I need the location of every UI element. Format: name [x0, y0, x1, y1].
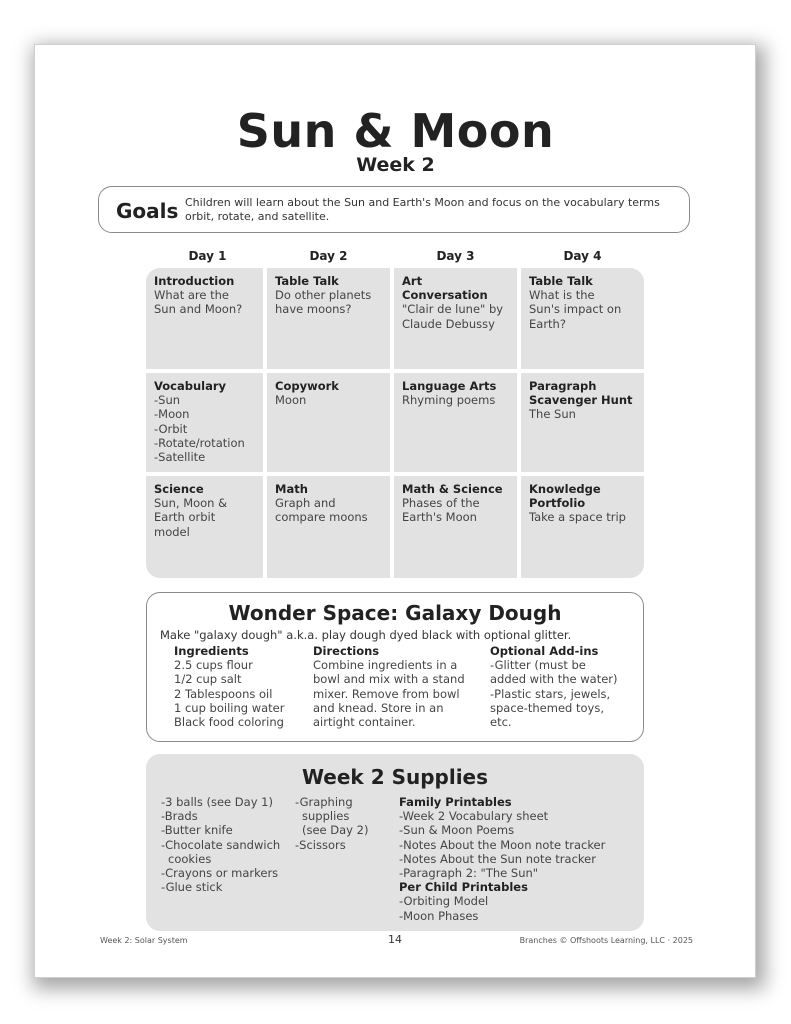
day-header-4: Day 4: [563, 249, 602, 263]
page-subtitle: Week 2: [356, 154, 435, 176]
family-printables-heading: Family Printables: [399, 795, 512, 809]
cell-line: Sun and Moon?: [154, 302, 243, 317]
cell-line: "Clair de lune" by: [402, 302, 504, 317]
directions-column: [313, 644, 465, 729]
cell-line: -Rotate/rotation: [154, 435, 245, 450]
cell-line: -Orbit: [154, 421, 188, 436]
supply-item: supplies: [302, 809, 350, 824]
schedule-cell: [394, 268, 517, 369]
directions-line: Combine ingredients in a: [313, 658, 458, 673]
schedule-cell: [146, 373, 263, 472]
directions-heading: Directions: [313, 644, 380, 658]
cell-line: Moon: [275, 393, 307, 408]
printable-item: -Orbiting Model: [399, 894, 489, 909]
cell-line: Earth?: [529, 316, 566, 331]
cell-title: Science: [154, 482, 204, 496]
day-header-3: Day 3: [436, 249, 475, 263]
schedule-grid: [146, 268, 644, 578]
addins-line: -Plastic stars, jewels,: [490, 686, 611, 701]
cell-title: Knowledge: [529, 482, 601, 496]
cell-title: Art Conversation: [402, 274, 488, 303]
printable-item: -Week 2 Vocabulary sheet: [399, 809, 549, 824]
goals-text: Children will learn about the Sun and Earth's Moon and focus on the vocabulary terms orbit, rotate, and satellite.: [185, 196, 660, 223]
page-number: 14: [388, 933, 402, 946]
cell-title: Math: [275, 482, 308, 496]
cell-line: Graph and: [275, 496, 336, 511]
cell-line: Claude Debussy: [402, 316, 495, 331]
directions-line: airtight container.: [313, 715, 416, 730]
cell-title: Table Talk: [529, 274, 593, 288]
supply-item: -Butter knife: [161, 823, 233, 838]
cell-title: Math & Science: [402, 482, 503, 496]
cell-line: The Sun: [529, 407, 576, 422]
schedule-cell: [521, 268, 644, 369]
cell-line: -Sun: [154, 393, 181, 408]
ingredient-item: 1/2 cup salt: [174, 672, 242, 687]
day-header-2: Day 2: [309, 249, 348, 263]
supplies-column-2: [295, 795, 368, 852]
ingredient-item: 2 Tablespoons oil: [174, 686, 273, 701]
cell-title: Vocabulary: [154, 379, 227, 393]
addins-line: -Glitter (must be: [490, 658, 586, 673]
supply-item: -Glue stick: [161, 880, 223, 895]
cell-title: Table Talk: [275, 274, 339, 288]
supply-item: cookies: [168, 851, 212, 866]
supply-item: -3 balls (see Day 1): [161, 795, 273, 809]
cell-line: model: [154, 524, 190, 539]
cell-line: Take a space trip: [529, 510, 626, 525]
schedule-cell: [521, 373, 644, 472]
directions-line: mixer. Remove from bowl: [313, 686, 460, 701]
cell-title: Scavenger Hunt: [529, 393, 633, 408]
cell-title: Portfolio: [529, 496, 586, 511]
cell-title: Language Arts: [402, 379, 497, 393]
cell-line: Rhyming poems: [402, 393, 496, 408]
supply-item: -Scissors: [295, 837, 346, 852]
schedule-cell: [146, 268, 263, 369]
supplies-title: Week 2 Supplies: [301, 765, 489, 789]
cell-line: What are the: [154, 288, 229, 303]
cell-line: Sun, Moon &: [154, 496, 228, 511]
ingredient-item: 1 cup boiling water: [174, 700, 285, 715]
per-child-printables-heading: Per Child Printables: [399, 880, 528, 895]
schedule-cell: [394, 373, 517, 472]
cell-title: Introduction: [154, 274, 235, 288]
footer-section-label: Week 2: Solar System: [100, 936, 188, 945]
ingredient-item: 2.5 cups flour: [174, 658, 253, 673]
cell-line: Earth orbit: [154, 510, 216, 525]
schedule-cell: [267, 268, 390, 369]
addins-column: [490, 644, 618, 729]
directions-line: and knead. Store in an: [313, 700, 444, 715]
cell-title: Paragraph: [529, 379, 597, 393]
cell-line: Phases of the: [402, 496, 480, 511]
supply-item: -Graphing: [295, 795, 353, 809]
cell-line: -Moon: [154, 407, 190, 422]
cell-title: Copywork: [275, 379, 339, 393]
footer-copyright: Branches © Offshoots Learning, LLC · 2025: [519, 936, 693, 945]
ingredients-column: [174, 644, 284, 729]
addins-heading: Optional Add-ins: [490, 644, 599, 658]
supply-item: -Crayons or markers: [161, 866, 279, 881]
addins-line: etc.: [490, 715, 512, 730]
supplies-column-1: [161, 795, 280, 894]
supplies-column-printables: [399, 795, 605, 923]
cell-line: Earth's Moon: [402, 510, 477, 525]
printable-item: -Notes About the Sun note tracker: [399, 851, 596, 866]
goals-label: Goals: [116, 199, 179, 223]
schedule-cell: [146, 476, 263, 578]
wonder-space-title: Wonder Space: Galaxy Dough: [228, 601, 562, 625]
cell-line: Do other planets: [275, 288, 372, 303]
cell-line: Sun's impact on: [529, 302, 622, 317]
addins-line: added with the water): [490, 672, 618, 687]
printable-item: -Notes About the Moon note tracker: [399, 837, 606, 852]
ingredients-heading: Ingredients: [174, 644, 249, 658]
cell-line: compare moons: [275, 510, 368, 525]
cell-line: -Satellite: [154, 450, 206, 465]
cell-line: have moons?: [275, 302, 352, 317]
page-title: Sun & Moon: [236, 104, 555, 158]
addins-line: space-themed toys,: [490, 700, 604, 715]
cell-line: What is the: [529, 288, 595, 303]
schedule-cell: [394, 476, 517, 578]
printable-item: -Paragraph 2: "The Sun": [399, 866, 539, 881]
supply-item: -Chocolate sandwich: [161, 837, 281, 852]
supply-item: (see Day 2): [302, 823, 369, 838]
printable-item: -Moon Phases: [399, 908, 479, 923]
directions-line: bowl and mix with a stand: [313, 672, 465, 687]
schedule-cell: [267, 476, 390, 578]
supply-item: -Brads: [161, 809, 198, 824]
schedule-cell: [267, 373, 390, 472]
ingredient-item: Black food coloring: [174, 715, 284, 730]
schedule-cell: [521, 476, 644, 578]
printable-item: -Sun & Moon Poems: [399, 823, 515, 838]
day-header-1: Day 1: [188, 249, 227, 263]
wonder-space-intro: Make "galaxy dough" a.k.a. play dough dyed black with optional glitter.: [160, 628, 572, 642]
